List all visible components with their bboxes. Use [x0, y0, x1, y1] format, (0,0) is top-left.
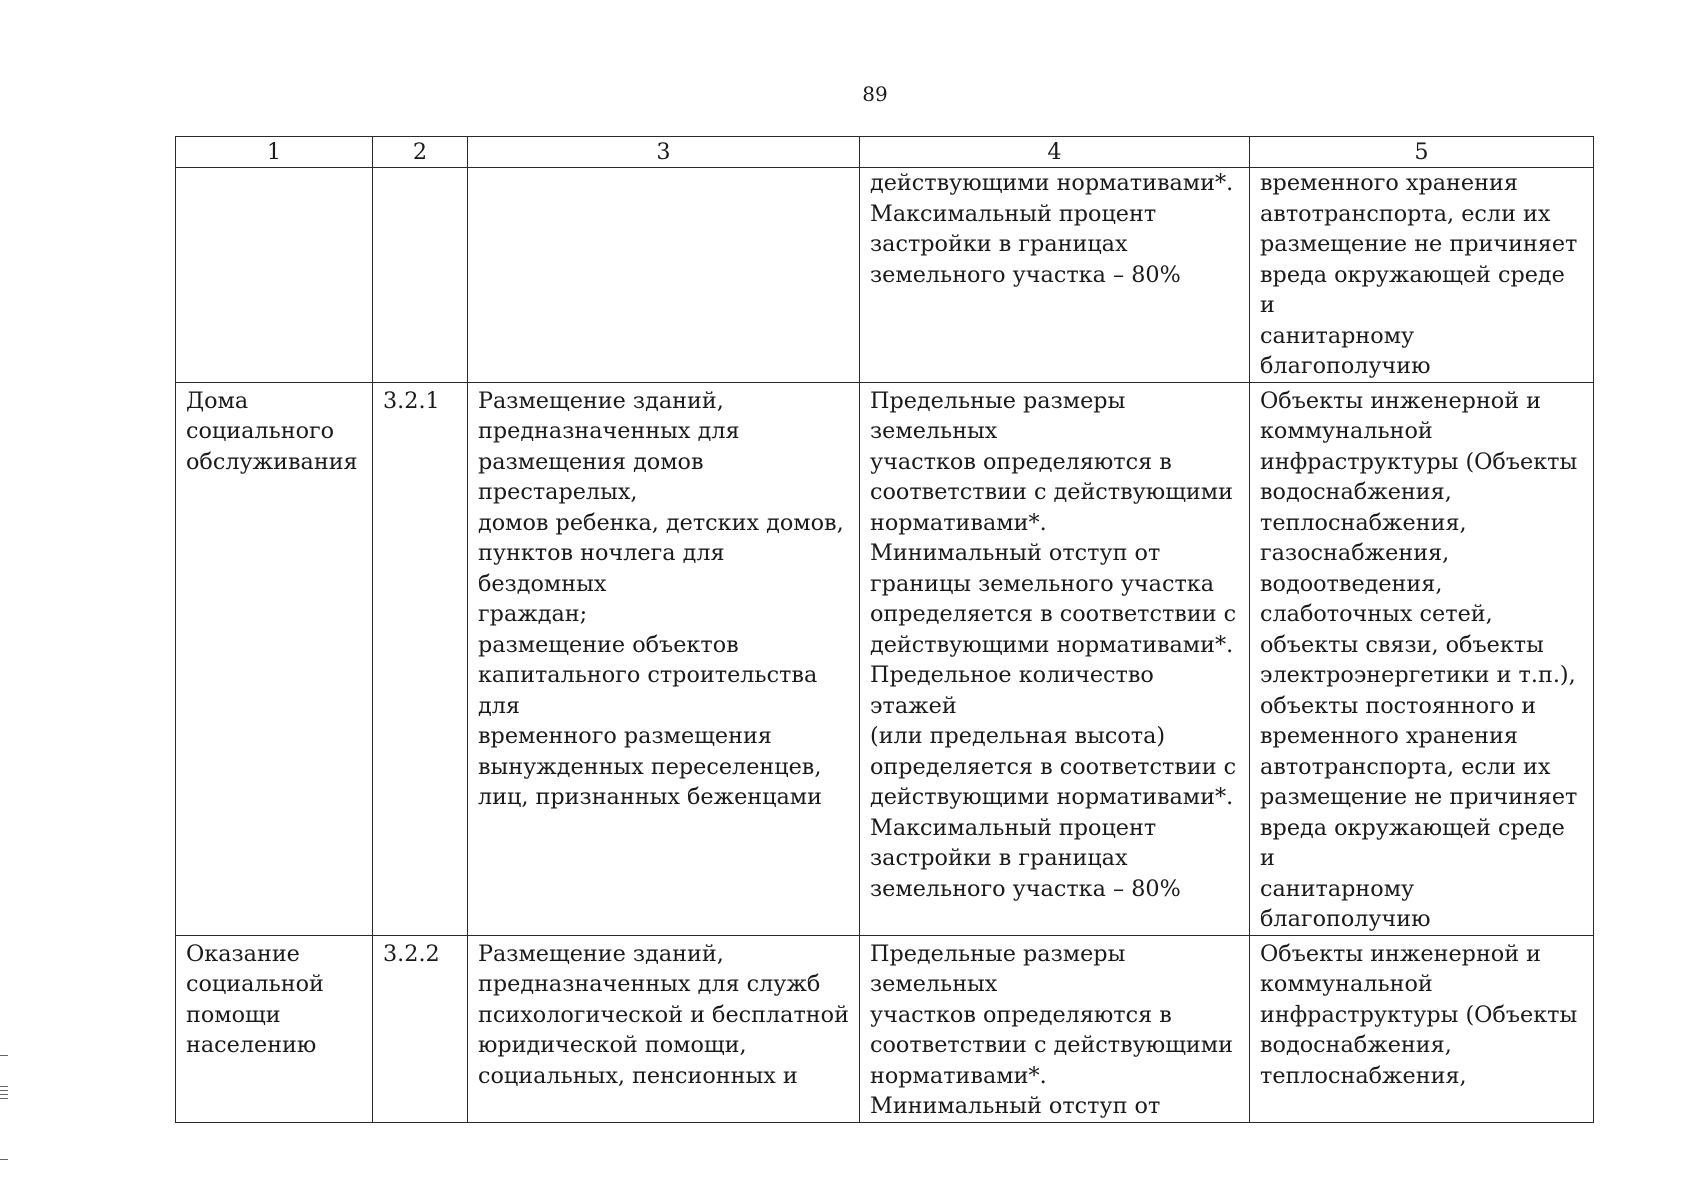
use-name: Оказание социальной помощи населению — [186, 940, 324, 1058]
column-header-2: 2 — [373, 137, 468, 168]
table-row — [176, 168, 1594, 383]
use-code-cell — [373, 382, 468, 935]
parameters-cell — [860, 382, 1250, 935]
use-name-cell — [176, 168, 373, 383]
description-cell — [468, 935, 860, 1122]
use-name-cell — [176, 935, 373, 1122]
use-name-cell — [176, 382, 373, 935]
regulations-table — [175, 136, 1594, 1123]
auxiliary-uses: Объекты инженерной и коммунальной инфраструктуры (Объекты водоснабжения, теплоснабжения, газоснабжения, водоотведения, слаботочных сетей, объекты связи, объекты электроэнергетики и т.п.), объекты постоянного и временного хранения автотранспорта, если их размещение не причиняет вреда окружающей среде и санитарному благополучию — [1260, 387, 1578, 932]
use-code: 3.2.2 — [383, 940, 440, 967]
column-header-3: 3 — [468, 137, 860, 168]
use-code-cell — [373, 935, 468, 1122]
use-code: 3.2.1 — [383, 387, 440, 414]
parameters: Предельные размеры земельных участков определяются в соответствии с действующими нормативами*. Минимальный отступ от — [870, 940, 1233, 1119]
auxiliary-cell — [1250, 382, 1594, 935]
use-name: Дома социального обслуживания — [186, 387, 358, 475]
column-header-5: 5 — [1250, 137, 1594, 168]
description-cell — [468, 168, 860, 383]
description: Размещение зданий, предназначенных для служб психологической и бесплатной юридической помощи, социальных, пенсионных и — [478, 940, 849, 1089]
auxiliary-cell — [1250, 935, 1594, 1122]
auxiliary-uses: Объекты инженерной и коммунальной инфраструктуры (Объекты водоснабжения, теплоснабжения, — [1260, 940, 1578, 1089]
scan-margin-marks — [0, 1055, 8, 1175]
table-row — [176, 382, 1594, 935]
use-code-cell — [373, 168, 468, 383]
parameters: Предельные размеры земельных участков определяются в соответствии с действующими нормативами*. Минимальный отступ от границы земельного участка определяется в соответствии с действующими нормативами*. Предельное количество этажей (или предельная высота) определяется в соответствии с действующими нормативами*. Максимальный процент застройки в границах земельного участка – 80% — [870, 387, 1237, 902]
column-header-1: 1 — [176, 137, 373, 168]
auxiliary-uses: временного хранения автотранспорта, если их размещение не причиняет вреда окружающей среде и санитарному благополучию — [1260, 170, 1578, 379]
header-row — [176, 137, 1594, 168]
page-number: 89 — [862, 82, 888, 106]
parameters: действующими нормативами*. Максимальный процент застройки в границах земельного участка – 80% — [870, 170, 1234, 288]
parameters-cell — [860, 935, 1250, 1122]
table-row — [176, 935, 1594, 1122]
description-cell — [468, 382, 860, 935]
column-header-4: 4 — [860, 137, 1250, 168]
parameters-cell — [860, 168, 1250, 383]
auxiliary-cell — [1250, 168, 1594, 383]
description: Размещение зданий, предназначенных для размещения домов престарелых, домов ребенка, детских домов, пунктов ночлега для бездомных граждан; размещение объектов капитального строительства для временного размещения вынужденных переселенцев, лиц, признанных беженцами — [478, 387, 844, 810]
